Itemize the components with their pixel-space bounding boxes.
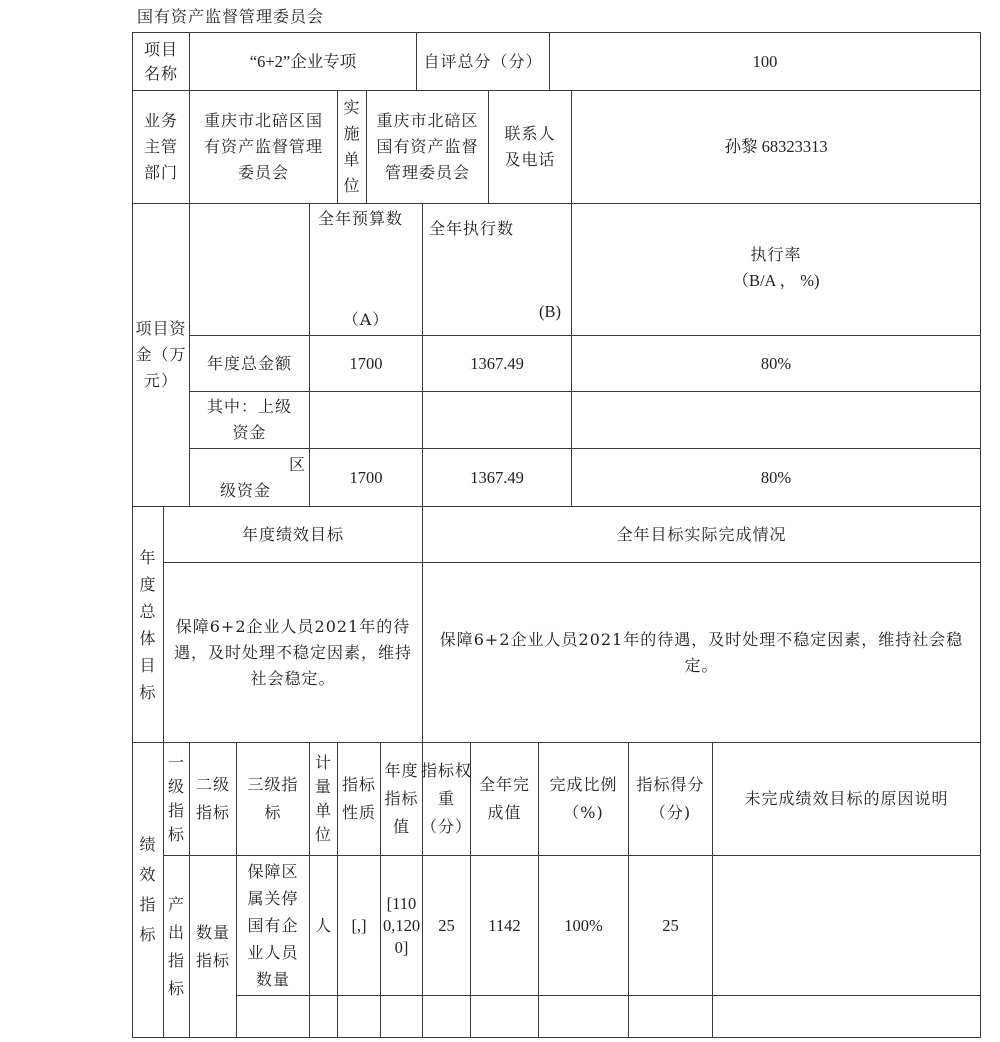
- funds-row-total-rate: [572, 336, 980, 391]
- funds-row-total-budget: [310, 336, 422, 391]
- budget-header-bottom: （A）: [342, 310, 390, 329]
- header-nature-text: 指标性质: [342, 775, 377, 822]
- goals-label: [133, 507, 163, 742]
- executed-header-bottom: (B): [539, 302, 561, 321]
- funds-row-district-label: [190, 449, 309, 506]
- self-score-label: [417, 33, 549, 90]
- funds-row-superior-rate: [572, 392, 980, 448]
- impl-unit-value: [367, 91, 488, 203]
- goals-label-text: 年度总体目标: [139, 547, 157, 702]
- header-reason-text: 未完成绩效目标的原因说明: [744, 789, 949, 808]
- org-header: 国有资产监督管理委员会: [137, 7, 325, 26]
- executed-header: [423, 204, 571, 335]
- project-name-text: “6+2”企业专项: [249, 51, 357, 71]
- rate-header-top: 执行率: [750, 245, 802, 264]
- contact-label-text: 联系人及电话: [504, 124, 556, 169]
- actual-completion-text: [423, 563, 980, 742]
- actual-completion-header: [423, 507, 980, 562]
- project-name-value: [190, 33, 416, 90]
- funds-row-district-label-bottom: 级资金: [219, 480, 271, 500]
- rate-header: [572, 204, 980, 335]
- header-level3: [237, 743, 309, 855]
- actual-completion-content: 保障6+2企业人员2021年的待遇，及时处理不稳定因素，维持社会稳定。: [439, 629, 964, 675]
- executed-header-top: 全年执行数: [429, 219, 515, 238]
- funds-row-total-label: [190, 336, 309, 391]
- row-ratio: [539, 856, 628, 995]
- row-level1: [164, 856, 189, 1037]
- annual-goal-header: [164, 507, 422, 562]
- contact-label: [489, 91, 571, 203]
- header-weight-text: 指标权重（分）: [421, 761, 473, 836]
- funds-row-district-rate-text: 80%: [760, 467, 792, 487]
- row-score-text: 25: [662, 915, 679, 935]
- header-unit: [310, 743, 337, 855]
- self-score-value: [550, 33, 980, 90]
- row-level2-text: 数量指标: [195, 922, 230, 970]
- row-level1-text: 产出指标: [168, 894, 186, 998]
- funds-row-total-label-text: 年度总金额: [206, 353, 292, 373]
- project-name-label: [133, 33, 189, 90]
- rule: [132, 1037, 981, 1038]
- budget-header-top: 全年预算数: [318, 209, 404, 228]
- header-completed: [471, 743, 538, 855]
- funds-row-total-executed: [423, 336, 571, 391]
- department-label: [133, 91, 189, 203]
- row-score: [629, 856, 712, 995]
- row-weight: [423, 856, 470, 995]
- funds-label-text: 项目资金（万元）: [135, 319, 187, 390]
- row-ratio-text: 100%: [564, 915, 603, 935]
- row-nature: [338, 856, 380, 995]
- header-target-text: 年度指标值: [384, 761, 419, 836]
- funds-row-total-executed-text: 1367.49: [470, 353, 524, 373]
- impl-unit-value-text: 重庆市北碚区国有资产监督管理委员会: [376, 111, 479, 182]
- funds-row-superior-label: [190, 392, 309, 448]
- header-unit-text: 计量单位: [315, 753, 333, 844]
- annual-goal-header-text: 年度绩效目标: [241, 524, 344, 544]
- header-reason: [713, 743, 980, 855]
- budget-header: [310, 204, 422, 335]
- impl-unit-label-text: 实施单位: [343, 98, 361, 195]
- header-level1: [164, 743, 189, 855]
- header-completed-text: 全年完成值: [478, 775, 530, 822]
- funds-row-district-executed: [423, 449, 571, 506]
- contact-value: [572, 91, 980, 203]
- self-score-value-text: 100: [752, 51, 778, 71]
- department-value: [190, 91, 337, 203]
- self-score-label-text: 自评总分（分）: [423, 51, 543, 71]
- indicators-label: [133, 743, 163, 1037]
- rule: [236, 995, 981, 996]
- header-nature: [338, 743, 380, 855]
- department-value-text: 重庆市北碚区国有资产监督管理委员会: [203, 111, 323, 182]
- header-ratio-text: 完成比例（%): [549, 775, 618, 822]
- impl-unit-label: [338, 91, 366, 203]
- contact-value-text: 孙黎 68323313: [724, 137, 828, 156]
- funds-label: [133, 204, 189, 506]
- funds-row-superior-label-text: 其中：上级资金: [206, 397, 292, 442]
- row-reason: [713, 856, 980, 995]
- row-completed: [471, 856, 538, 995]
- header-level3-text: 三级指标: [247, 775, 299, 822]
- row-weight-text: 25: [438, 915, 455, 935]
- funds-row-total-budget-text: 1700: [349, 353, 383, 373]
- row-level3-text: 保障区属关停国有企业人员数量: [247, 862, 299, 989]
- funds-row-district-executed-text: 1367.49: [470, 467, 524, 487]
- row-unit: [310, 856, 337, 995]
- funds-row-total-rate-text: 80%: [760, 353, 792, 373]
- header-level2: [190, 743, 236, 855]
- row-target-text: [1100,1200]: [382, 893, 421, 957]
- funds-row-district-budget-text: 1700: [349, 467, 383, 487]
- rule: [980, 32, 981, 1038]
- header-score-text: 指标得分（分): [636, 775, 705, 822]
- funds-row-district-label-top: 区: [288, 454, 306, 474]
- header-target: [381, 743, 422, 855]
- department-label-text: 业务主管部门: [143, 111, 178, 182]
- funds-row-superior-budget: [310, 392, 422, 448]
- indicators-label-text: 绩效指标: [139, 835, 157, 944]
- actual-completion-header-text: 全年目标实际完成情况: [616, 524, 787, 544]
- header-weight: [421, 743, 473, 855]
- annual-goal-content: 保障6+2企业人员2021年的待遇，及时处理不稳定因素，维持社会稳定。: [173, 616, 412, 688]
- row-level3: [237, 856, 309, 995]
- funds-row-superior-executed: [423, 392, 571, 448]
- row-nature-text: [,]: [351, 915, 367, 935]
- project-name-label-text: 项目名称: [143, 39, 178, 83]
- header-ratio: [539, 743, 628, 855]
- row-level2: [190, 856, 236, 1037]
- funds-row-district-budget: [310, 449, 422, 506]
- funds-row-district-rate: [572, 449, 980, 506]
- row-target: [381, 856, 422, 995]
- row-unit-text: 人: [314, 915, 332, 935]
- header-level2-text: 二级指标: [195, 775, 230, 822]
- rate-header-bottom: （B/A ， %): [732, 271, 820, 290]
- annual-goal-text: [164, 563, 422, 742]
- header-score: [629, 743, 712, 855]
- row-completed-text: 1142: [488, 915, 521, 935]
- header-level1-text: 一级指标: [168, 753, 186, 844]
